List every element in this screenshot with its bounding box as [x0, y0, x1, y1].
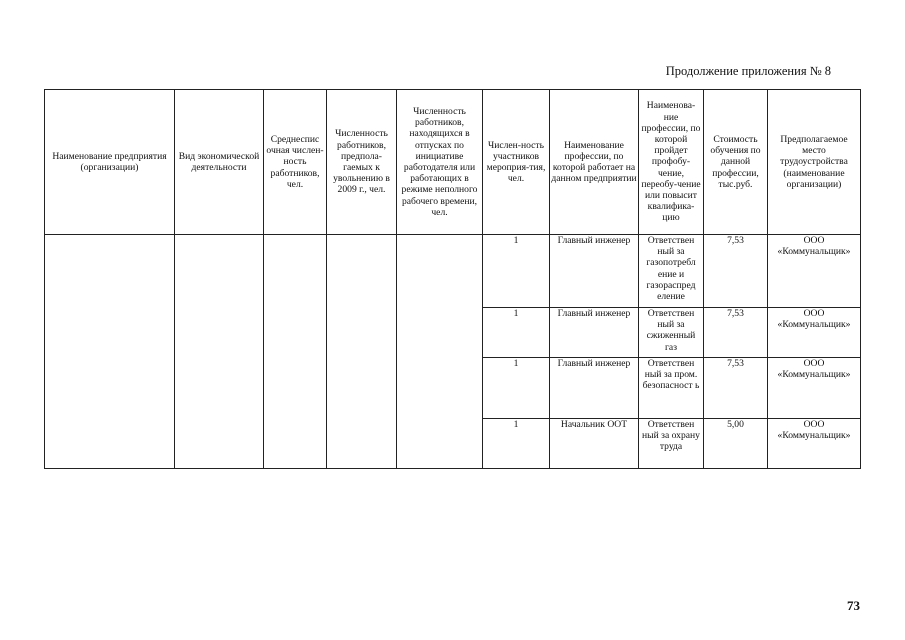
participants-cell: 1 — [483, 235, 550, 308]
current-profession-cell: Главный инженер — [550, 235, 639, 308]
training-cost-cell: 7,53 — [704, 358, 768, 419]
training-cost-cell: 5,00 — [704, 419, 768, 469]
current-profession-cell: Главный инженер — [550, 358, 639, 419]
training-profession-cell: Ответствен ный за пром. безопасност ь — [639, 358, 704, 419]
employment-place-cell: ООО «Коммунальщик» — [768, 419, 861, 469]
training-profession-cell: Ответствен ный за газопотребл ение и газораспред еление — [639, 235, 704, 308]
activity-type-cell — [175, 235, 264, 469]
column-header: Численность работников, предпола-гаемых к увольнению в 2009 г., чел. — [327, 90, 397, 235]
employment-place-cell: ООО «Коммунальщик» — [768, 308, 861, 358]
employment-training-table — [44, 89, 861, 469]
enterprise-name-cell — [45, 235, 175, 469]
participants-cell: 1 — [483, 358, 550, 419]
current-profession-cell: Начальник ООТ — [550, 419, 639, 469]
column-header: Предполагаемое место трудоустройства (наименование организации) — [768, 90, 861, 235]
page-number: 73 — [847, 598, 860, 613]
column-header: Наименование профессии, по которой работает на данном предприятии — [550, 90, 639, 235]
appendix-continuation-label: Продолжение приложения № 8 — [665, 64, 831, 78]
column-header: Численность работников, находящихся в отпусках по инициативе работодателя или работающих в режиме неполного рабочего времени, чел. — [397, 90, 483, 235]
table-header-row — [45, 90, 861, 235]
column-header: Наименова-ние профессии, по которой пройдет профобу-чение, переобу-чение или повысит квалифика-цию — [639, 90, 704, 235]
column-header: Наименование предприятия (организации) — [45, 90, 175, 235]
employment-place-cell: ООО «Коммунальщик» — [768, 358, 861, 419]
training-profession-cell: Ответствен ный за сжиженный газ — [639, 308, 704, 358]
employment-place-cell: ООО «Коммунальщик» — [768, 235, 861, 308]
training-cost-cell: 7,53 — [704, 308, 768, 358]
column-header: Числен-ность участников мероприя-тия, чел. — [483, 90, 550, 235]
average-headcount-cell — [264, 235, 327, 469]
table-row — [45, 235, 861, 308]
column-header: Стоимость обучения по данной профессии, тыс.руб. — [704, 90, 768, 235]
participants-cell: 1 — [483, 308, 550, 358]
column-header: Среднеспис очная числен-ность работников, чел. — [264, 90, 327, 235]
training-cost-cell: 7,53 — [704, 235, 768, 308]
reduced-time-workers-cell — [397, 235, 483, 469]
current-profession-cell: Главный инженер — [550, 308, 639, 358]
training-profession-cell: Ответствен ный за охрану труда — [639, 419, 704, 469]
column-header: Вид экономической деятельности — [175, 90, 264, 235]
planned-dismissals-cell — [327, 235, 397, 469]
participants-cell: 1 — [483, 419, 550, 469]
